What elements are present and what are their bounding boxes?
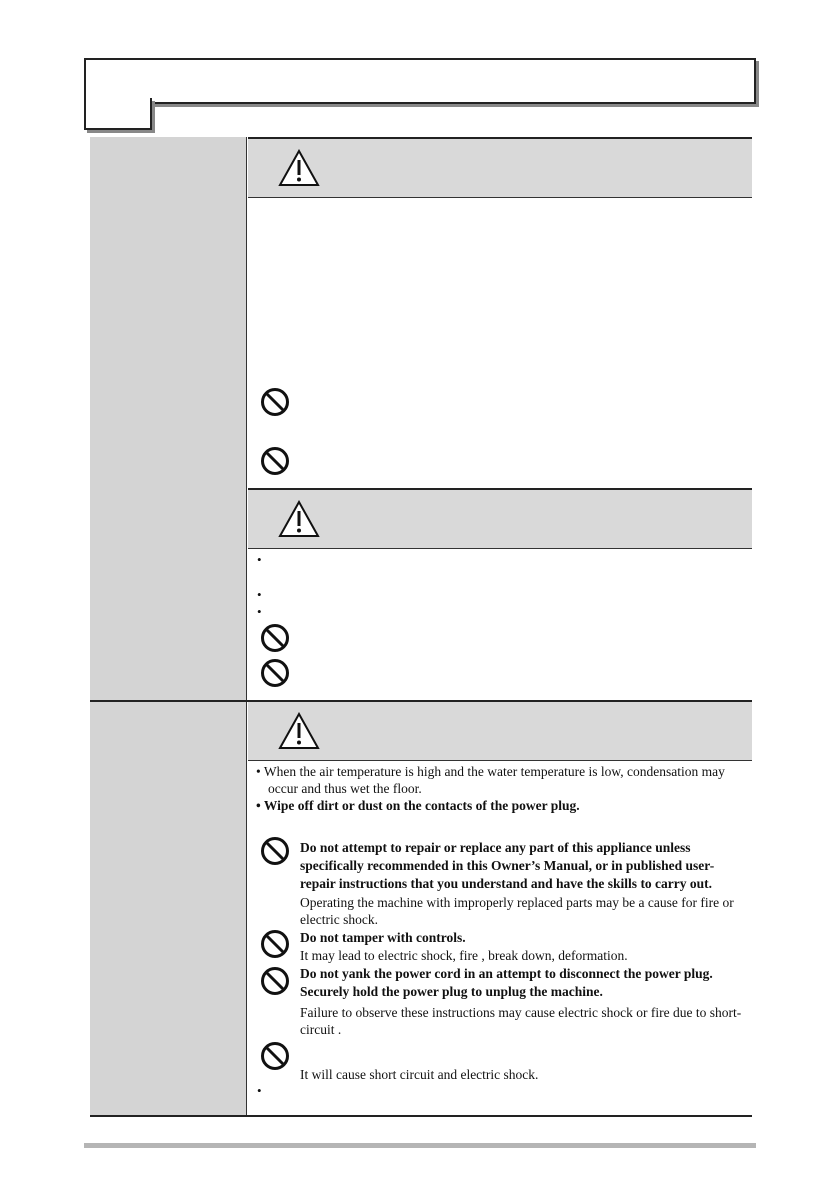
prohibited-icon (260, 929, 290, 959)
prohibition-heading: Do not tamper with controls. (300, 930, 466, 945)
prohibition-detail: It may lead to electric shock, fire , break down, deformation. (300, 948, 628, 963)
warning-header-1 (248, 137, 752, 198)
prohibition-heading: repair instructions that you understand and have the skills to carry out. (300, 876, 713, 891)
warning-triangle-icon (278, 712, 320, 750)
prohibition-heading: Do not attempt to repair or replace any part of this appliance unless (300, 840, 691, 855)
prohibition-heading: Do not yank the power cord in an attempt to disconnect the power plug. (300, 966, 713, 981)
prohibition-heading: specifically recommended in this Owner’s Manual, or in published user- (300, 858, 715, 873)
prohibition-detail: electric shock. (300, 912, 378, 927)
warning-triangle-icon (278, 149, 320, 187)
category-column-2 (90, 702, 246, 1116)
bullet: • (257, 587, 262, 602)
section-title-box (84, 58, 756, 104)
bullet: • (257, 604, 262, 619)
warning-header-3 (248, 700, 752, 761)
page-footer-bar (84, 1143, 756, 1148)
prohibition-detail: Failure to observe these instructions may cause electric shock or fire due to short- (300, 1005, 742, 1020)
table-bottom-rule (90, 1115, 752, 1117)
caution-text: • When the air temperature is high and the water temperature is low, condensation may (256, 764, 725, 779)
prohibition-detail: Operating the machine with improperly replaced parts may be a cause for fire or (300, 895, 734, 910)
prohibited-icon (260, 623, 290, 653)
prohibited-icon (260, 387, 290, 417)
bullet: • (257, 552, 262, 567)
prohibited-icon (260, 836, 290, 866)
column-divider (246, 137, 247, 1116)
prohibited-icon (260, 1041, 290, 1071)
warning-triangle-icon (278, 500, 320, 538)
caution-text: • Wipe off dirt or dust on the contacts of the power plug. (256, 798, 580, 813)
prohibition-heading: Securely hold the power plug to unplug the machine. (300, 984, 603, 999)
caution-text: occur and thus wet the floor. (268, 781, 422, 796)
bullet: • (257, 1083, 262, 1098)
section-divider (90, 700, 752, 702)
prohibited-icon (260, 966, 290, 996)
prohibition-detail: circuit . (300, 1022, 342, 1037)
category-column-1 (90, 137, 246, 700)
warning-header-2 (248, 488, 752, 549)
prohibited-icon (260, 658, 290, 688)
prohibition-detail: It will cause short circuit and electric shock. (300, 1067, 539, 1082)
section-title-tab (84, 98, 152, 130)
prohibited-icon (260, 446, 290, 476)
